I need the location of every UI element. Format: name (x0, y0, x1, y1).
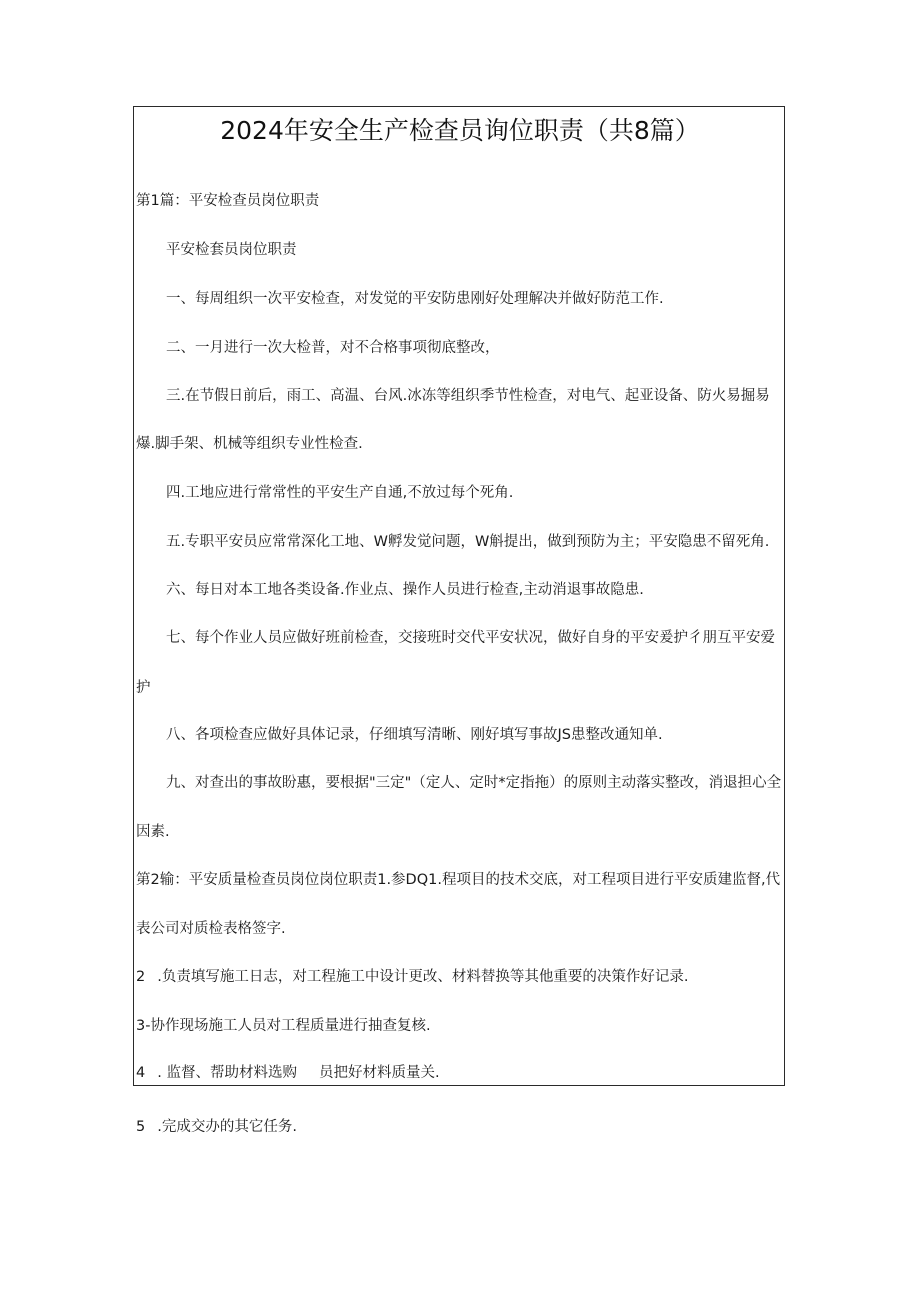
list-text: .完成交办的其它任务. (157, 1119, 297, 1135)
document-title: 2024年安全生产检查员询位职责（共8篇） (220, 116, 700, 145)
paragraph-item-8: 八、各项检查应做好具体记录，仔细填写清晰、刚好填写事故JS患整改通知单. (166, 727, 663, 743)
paragraph-item-7: 七、每个作业人员应做好班前检查，交接班时交代平安状况，做好自身的平安爰护彳朋互平安爱 (166, 630, 775, 646)
list-text: . 监督、帮助材料选购 (157, 1065, 297, 1081)
paragraph-item-1: 一、每周组织一次平安检查，对发觉的平安防患刚好处理解决并做好防范工作. (166, 291, 664, 307)
list-item-5 (136, 1117, 297, 1137)
paragraph-item-9: 九、对查出的事故盼惠，要根据"三定"（定人、定时*定指拖）的原则主动落实整改，消退担心全 (166, 775, 782, 791)
section-2-cont: 表公司对质检表格签字. (136, 921, 286, 937)
paragraph-item-3: 三.在节假日前后，雨工、高温、台风.冰冻等组织季节性检查，对电气、起亚设备、防火易掘易 (166, 388, 770, 404)
section-heading-2: 第2输：平安质量检查员岗位岗位职责1.参DQ1.程项目的技术交底，对工程项目进行平安质建监督,代 (136, 872, 781, 888)
list-item-3: 3-协作现场施工人员对工程质量进行抽查复核. (136, 1018, 431, 1034)
paragraph-item-4: 四.工地应进行常常性的平安生产自通,不放过每个死角. (166, 485, 514, 501)
paragraph-item-6: 六、每日对本工地各类设备.作业点、操作人员进行检查,主动消退事故隐患. (166, 582, 644, 598)
paragraph-item-5: 五.专职平安员应常常深化工地、W孵发觉问题，W斛提出，做到预防为主；平安隐患不留死角. (166, 534, 770, 550)
section-heading-1: 第1篇：平安检查员岗位职责 (136, 193, 320, 209)
list-number: 2 (136, 969, 146, 985)
paragraph-item-7-cont: 护 (136, 680, 151, 696)
list-item-2 (136, 967, 688, 987)
list-text-cont: 员把好材料质量关. (318, 1065, 440, 1081)
paragraph-item-9-cont: 因素. (136, 824, 170, 840)
list-text: .负责填写施工日志，对工程施工中设计更改、材料替换等其他重要的决策作好记录. (157, 969, 689, 985)
list-number: 5 (136, 1119, 146, 1135)
paragraph-item-2: 二、一月进行一次大检普，对不合格事项彻底整改， (166, 340, 500, 356)
list-number: 4 (136, 1065, 146, 1081)
subheading: 平安检套员岗位职责 (166, 242, 297, 258)
paragraph-item-3-cont: 爆.脚手架、机械等组织专业性检查. (136, 436, 363, 452)
list-item-4 (136, 1063, 440, 1083)
